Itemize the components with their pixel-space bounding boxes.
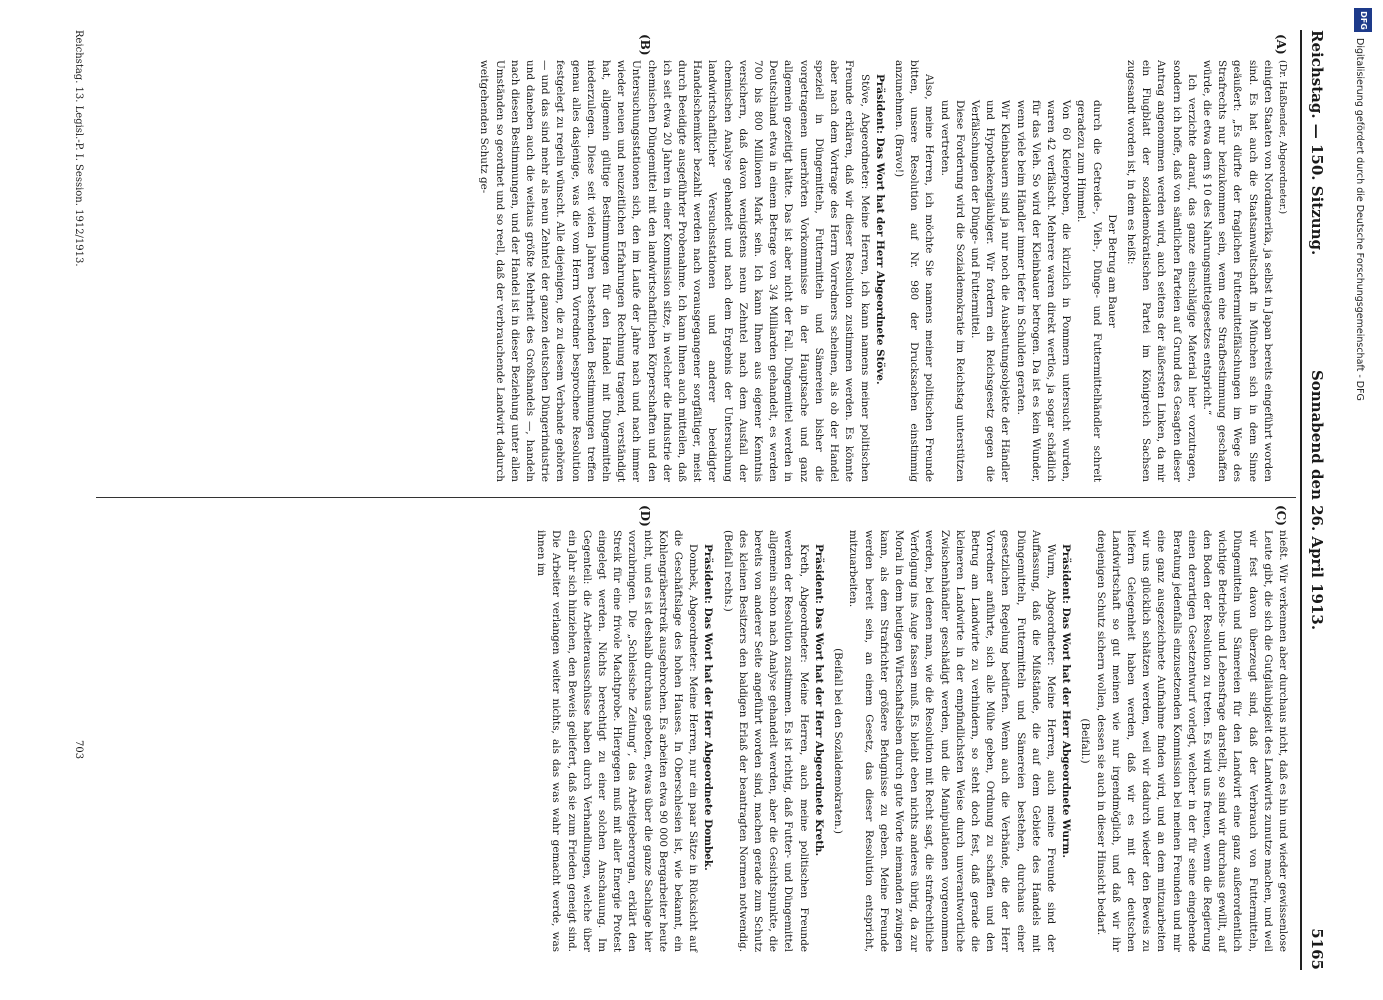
applause-note: (Beifall bei den Sozialdemokraten.) xyxy=(832,648,845,834)
president-statement: Präsident: Das Wort hat der Herr Abgeordnete Kreth. xyxy=(812,544,825,857)
page-footer xyxy=(64,30,84,970)
page-header xyxy=(1300,30,1332,970)
quote-paragraph: Von 60 Kleieproben, die kürzlich in Pommern untersucht wurden, waren 42 verfälscht. Mehrere waren direkt wertlos, ja sogar schädlich für das Vieh. So wird der Kleinbauer betrogen. Da ist es kein Wunder, wenn viele beim Händler immer tiefer in Schulden geraten. xyxy=(1014,100,1073,482)
quote-paragraph: Diese Forderung wird die Sozialdemokratie im Reichstag unterstützen und vertreten. xyxy=(938,100,966,482)
speaker-continuation-note: (Dr. Haßbender, Abgeordneter.) xyxy=(1277,60,1288,215)
paragraph: Ich verzichte darauf, das ganze einschlägige Material hier vorzutragen, sondern ich hoffe, daß von sämtlichen Parteien auf Grund des Gesagten dieser Antrag angenommen werden wird, auch seitens der äußersten Linken, da mir ein Flugblatt der sozialdemokratischen Partei im Königreich Sachsen zugesandt worden ist, in dem es heißt: xyxy=(1124,60,1198,482)
paragraph: einigten Staaten von Nordamerika, ja selbst in Japan bereits eingeführt worden sind. Es hat auch die Staatsanwaltschaft in München sich in dem Sinne geäußert: „Es dürfte der fraglichen Futtermittelfälschungen im Wege des Strafrechts nur beizukommen sein, wenn eine Strafbestimmung geschaffen würde, die etwa dem § 10 des Nahrungsmittelgesetzes entspricht.“ xyxy=(1200,60,1274,482)
footer-session-info: Reichstag. 13. Legisl.-P. I. Session. 1912/1913. xyxy=(73,30,84,267)
header-session: Reichstag. — 150. Sitzung. xyxy=(1308,30,1326,256)
quote-heading: Der Betrug am Bauer xyxy=(1105,214,1118,328)
president-statement: Präsident: Das Wort hat der Herr Abgeordnete Stöve. xyxy=(873,74,886,385)
speech-paragraph: Stöve, Abgeordneter: Meine Herren, ich kann namens meiner politischen Freunde erklären, daß wir dieser Resolution zustimmen werden. Es könnte aber nach dem Vortrage des Herrn Vorredners scheinen, als ob der Handel speziell in Düngemitteln, Futtermitteln und Sämereien bisher die vorgetragenen unerhörten Vorkommnisse in der Hauptsache und ganz allgemein gezeitigt hätte. Das ist aber nicht der Fall. Düngemittel werden in Deutschland etwa in einem Betrage von 3/4 Milliarden gehandelt, es werden 700 bis 800 Millionen Mark sein. Ich kann Ihnen aus eigener Kenntnis versichern, daß davon wenigstens neun Zehntel nach dem Ausfall der chemischen Analyse gehandelt und nach dem Ergebnis der Untersuchung landwirtschaftlicher Versuchsstationen und anderer beeidigter Handelschemiker bezahlt werden nach vorausgegangener sorgfältiger, meist durch Beeidigte ausgeführter Probenahme. Ich kann Ihnen auch mitteilen, daß ich seit etwa 20 Jahren in einer Kommission sitze, in welcher die Industrie der chemischen Düngemittel mit den landwirtschaftlichen Körperschaften und den Untersuchungsstationen sich, den im Laufe der Jahre nach und nach immer wieder neuen und neuzeitlichen Erfahrungen Rechnung tragend, verständigt hat, allgemein gültige Bestimmungen für den Handel mit Düngemitteln niederzulegen. Diese seit vielen Jahren bestehenden Bestimmungen treffen genau alles dasjenige, was die vom Herrn Vorredner besprochene Resolution festgelegt zu regeln wünscht. Alle diejenigen, die zu diesem Verbande gehören — und das sind mehr als neun Zehntel der ganzen deutschen Düngerindustrie und daneben auch die weitaus größte Mehrheit des Großhandels —, handeln nach diesen Bestimmungen, und der Handel ist in dieser Beziehung unter allen Umständen so geordnet und so reell, daß der verbrauchende Landwirt dadurch weitgehenden Schutz ge- xyxy=(478,60,871,482)
applause-note: (Beifall.) xyxy=(1079,718,1092,764)
margin-marker-b: (B) xyxy=(638,34,652,56)
digitization-sidebar xyxy=(1352,8,1378,992)
margin-marker-d: (D) xyxy=(638,505,652,527)
header-date: Sonnabend den 26. April 1913. xyxy=(1308,369,1326,631)
speech-paragraph: Wurm, Abgeordneter: Meine Herren, auch meine Freunde sind der Auffassung, daß die Mißstände, die auf dem Gebiete des Handels mit Düngemitteln, Futtermitteln und Sämereien bestehen, durchaus einer gesetzlichen Regelung bedürfen. Wenn auch die Verbände, die der Herr Vorredner anführte, sich alle Mühe geben, Ordnung zu schaffen und den Betrug am Landwirte zu verhindern, so steht doch fest, daß gerade die kleineren Landwirte in der empfindlichsten Weise durch unverantwortliche Zwischenhändler geschädigt werden, und die Manipulationen vorgenommen werden, bei denen man, wie die Resolution mit Recht sagt, die strafrechtliche Verfolgung ins Auge fassen muß. Es bleibt eben nichts anderes übrig, da zur Moral in dem heutigen Wirtschaftsleben durch gute Worte niemanden zwingen kann, als dem Strafrichter größere Befugnisse zu geben. Meine Freunde werden bereit sein, an einem Gesetz, das dieser Resolution entspricht, mitzuarbeiten. xyxy=(847,530,1057,952)
digitization-credit: Digitalisierung gefördert durch die Deutsche Forschungsgemeinschaft - DFG xyxy=(1354,38,1365,401)
quote-paragraph: durch die Getreide-, Vieh-, Dünge- und Futtermittelhändler schreit geradezu zum Himmel. xyxy=(1075,100,1103,482)
margin-marker-a: (A) xyxy=(1274,34,1288,55)
paragraph: nießt. Wir verkennen aber durchaus nicht, daß es hin und wieder gewissenlose Leute gibt, die sich die Gutgläubigkeit des Landwirts zunutze machen, und weil wir fest davon überzeugt sind, daß der Verbrauch von Futtermitteln, Düngemitteln und Sämereien für den Landwirt eine ganz außerordentlich wichtige Betriebs- und Lebensfrage darstellt, so sind wir durchaus gewillt, auf den Boden der Resolution zu treten. Es wird uns freuen, wenn die Regierung einen derartigen Gesetzentwurf vorlegt, welcher in der für seine eingehende Beratung jedenfalls einzusetzenden Kommission bei meinen Freunden und mir eine ganz ausgezeichnete Aufnahme finden wird, und an dem mitzuarbeiten wir uns glücklich schätzen werden, weil wir dadurch wieder den Beweis zu liefern Gelegenheit haben werden, daß wir es mit der deutschen Landwirtschaft so gut meinen wie nur irgendmöglich, und daß wir ihr denjenigen Schutz sichern wollen, dessen sie auch in dieser Hinsicht bedarf. xyxy=(1094,530,1289,952)
right-column xyxy=(533,530,1290,952)
dfg-logo: DFG xyxy=(1354,8,1372,32)
margin-marker-c: (C) xyxy=(1274,505,1288,526)
speech-paragraph: Kreth, Abgeordneter: Meine Herren, auch meine politischen Freunde werden der Resolution zustimmen. Es ist richtig, daß Futter- und Düngemittel allgemein schon nach Analyse gehandelt werden, aber die Gesichtspunkte, die bereits von anderer Seite angeführt worden sind, machen gerade zum Schutz des kleinen Besitzers den baldigen Erlaß der beantragten Normen notwendig. (Beifall rechts.) xyxy=(721,530,810,952)
president-statement: Präsident: Das Wort hat der Herr Abgeordnete Dombek. xyxy=(702,544,715,871)
footer-sheet-number: 703 xyxy=(73,740,84,760)
column-divider xyxy=(96,497,1296,498)
left-column xyxy=(476,60,1290,482)
quote-paragraph: Wir Kleinbauern sind ja nur noch die Ausbeutungsobjekte der Händler und Hypothekengläubiger. Wir fordern ein Reichsgesetz gegen die Verfälschungen der Dünge- und Futtermittel. xyxy=(968,100,1012,482)
paragraph: Also, meine Herren, ich möchte Sie namens meiner politischen Freunde bitten, unsere Resolution auf Nr. 980 der Drucksachen einstimmig anzunehmen. (Bravo!) xyxy=(892,60,936,482)
page-number: 5165 xyxy=(1308,928,1326,970)
rotated-page-content xyxy=(52,30,1332,970)
president-statement: Präsident: Das Wort hat der Herr Abgeordnete Wurm. xyxy=(1060,544,1073,858)
speech-paragraph: Dombek, Abgeordneter: Meine Herren, nur ein paar Sätze in Rücksicht auf die Geschäftslage des hohen Hauses. In Oberschlesien ist, wie bekannt, ein Kohlengräberstreik ausgebrochen. Es arbeiten etwa 90 000 Bergarbeiter heute nicht, und es ist deshalb durchaus geboten, etwas über die ganze Sachlage hier vorzubringen. Die „Schlesische Zeitung“, das Arbeitgeberorgan, erklärt den Streik für eine frivole Machtprobe. Hiergegen muß mit aller Energie Protest eingelegt werden. Nichts berechtigt zu einer solchen Anschauung. Im Gegenteil: die Arbeiterausschüsse haben durch Verhandlungen, welche über ein Jahr sich hinziehen, den Beweis geliefert, daß sie zum Frieden geneigt sind. Die Arbeiter verlangen weiter nichts, als das was wahr gemacht werde, was ihnen im xyxy=(535,530,700,952)
